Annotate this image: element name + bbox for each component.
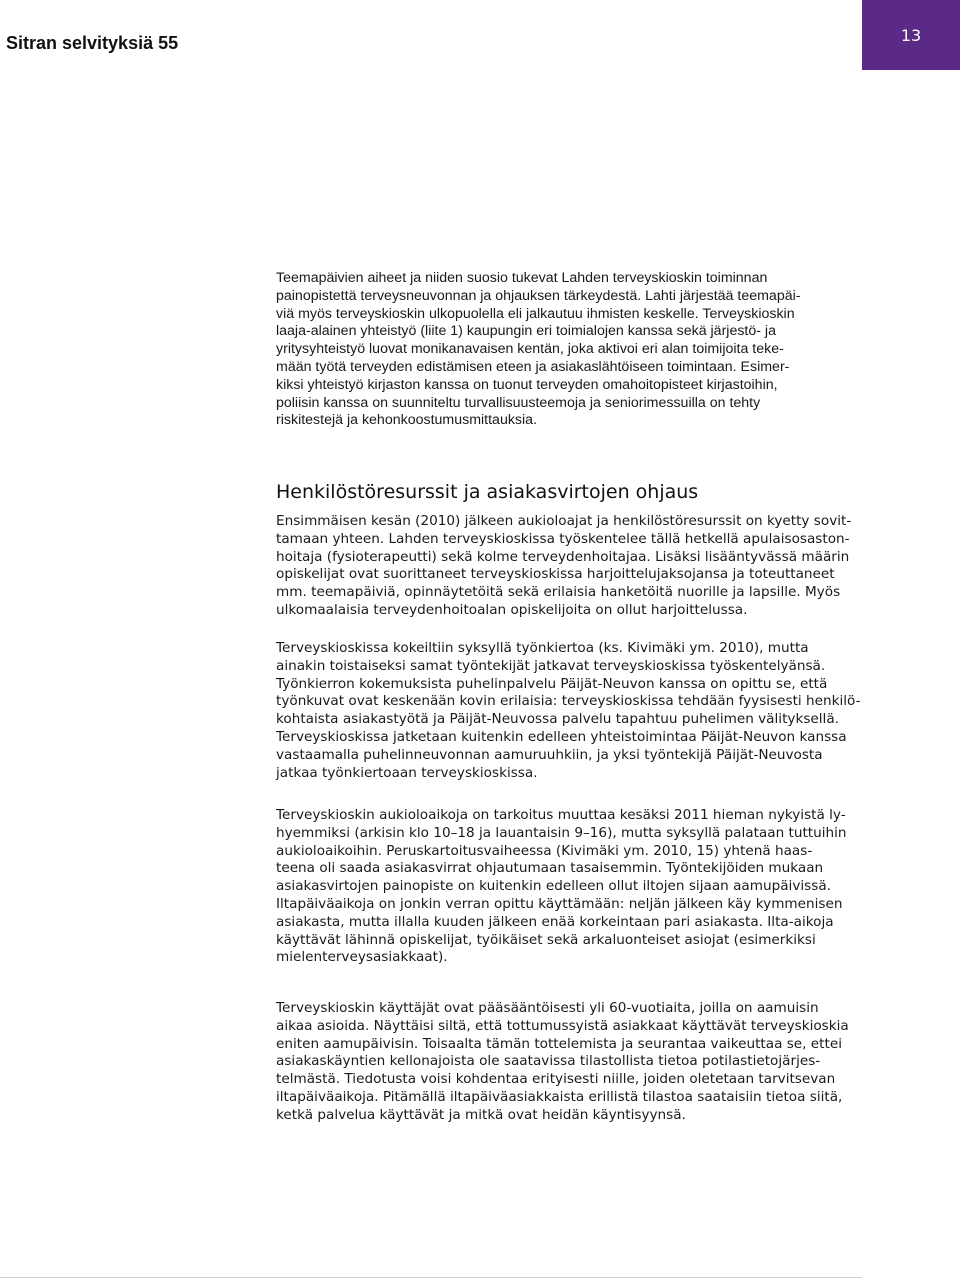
document-series-title: Sitran selvityksiä 55 bbox=[6, 33, 179, 53]
page-number: 13 bbox=[900, 25, 922, 45]
paragraph-henkilosto: Ensimmäisen kesän (2010) jälkeen aukioloajat ja henkilöstöresurssit on kyetty sovit- tamaan yhteen. Lahden terveyskioskissa työskentelee tällä hetkellä apulaisosaston- hoitaja (fysioterapeutti) sekä kolme terveydenhoitajaa. Lisäksi lisääntyvässä määrin opiskelijat ovat suorittaneet terveyskioskissa harjoittelujaksojansa ja toteuttaneet mm. teemapäiviä, opinnäytetöitä sekä erilaisia hanketöitä nuorille ja lapsille. Myös ulkomaalaisia terveydenhoitoalan opiskelijoita on ollut harjoittelussa. bbox=[276, 513, 852, 618]
page-number-tab bbox=[862, 0, 960, 70]
paragraph-tyonkierto: Terveyskioskissa kokeiltiin syksyllä työnkiertoa (ks. Kivimäki ym. 2010), mutta ainakin toistaiseksi samat työntekijät jatkavat terveyskioskissa työskentelyänsä. Työnkierron kokemuksista puhelinpalvelu Päijät-Neuvon kanssa on opittu se, että työnkuvat ovat keskenään kovin erilaisia: terveyskioskissa tehdään fyysisesti henkilö- kohtaista asiakastyötä ja Päijät-Neuvossa palvelu tapahtuu puhelimen välityksellä. Terveyskioskissa jatketaan kuitenkin edelleen yhteistoimintaa Päijät-Neuvon kanssa vastaamalla puhelinneuvonnan aamuruuhkiin, ja yksi työntekijä Päijät-Neuvosta jatkaa työnkiertoaan terveyskioskissa. bbox=[276, 640, 861, 781]
paragraph-aukioloajat: Terveyskioskin aukioloaikoja on tarkoitus muuttaa kesäksi 2011 hieman nykyistä ly- hyemmiksi (arkisin klo 10–18 ja lauantaisin 9–16), mutta syksyllä palataan tuttuihin aukioloaikoihin. Peruskartoitusvaiheessa (Kivimäki ym. 2010, 15) yhtenä haas- teena oli saada asiakasvirrat ohjautumaan tasaisemmin. Työntekijöiden mukaan asiakasvirtojen painopiste on kuitenkin edelleen ollut iltojen sijaan aamupäivissä. Iltapäiväaikoja on jonkin verran opittu käyttämään: neljän jälkeen käy kymmenisen asiakasta, mutta illalla kuuden jälkeen enää korkeintaan pari asiakasta. Ilta-aikoja käyttävät lähinnä opiskelijat, työikäiset sekä arkaluonteiset asiojat (esimerkiksi mielenterveysasiakkaat). bbox=[276, 807, 847, 966]
paragraph-kayttajat: Terveyskioskin käyttäjät ovat pääsääntöisesti yli 60-vuotiaita, joilla on aamuisin aikaa asioida. Näyttäisi siltä, että tottumussyistä asiakkaat käyttävät terveyskioskia eniten aamupäivisin. Toisaalta tämän tottelemista ja seurantaa vaikeuttaa se, ettei asiakaskäyntien kellonajoista ole saatavissa tilastollista tietoa potilastietojärjes- telmästä. Tiedotusta voisi kohdentaa erityisesti niille, joiden oletetaan tarvitsevan iltapäiväaikoja. Pitämällä iltapäiväasiakkaista erillistä tilastoa saataisiin tietoa siitä, ketkä palvelua käyttävät ja mitkä ovat heidän käyntisyynsä. bbox=[276, 1000, 849, 1123]
footer-divider bbox=[0, 1277, 862, 1278]
section-heading: Henkilöstöresurssit ja asiakasvirtojen ohjaus bbox=[276, 481, 699, 503]
paragraph-teemapaivat: Teemapäivien aiheet ja niiden suosio tukevat Lahden terveyskioskin toiminnan painopistettä terveysneuvonnan ja ohjauksen tärkeydestä. Lahti järjestää teemapäi- viä myös terveyskioskin ulkopuolella eli jalkautuu ihmisten keskelle. Terveyskioskin laaja-alainen yhteistyö (liite 1) kaupungin eri toimialojen kanssa sekä järjestö- ja yritysyhteistyö luovat monikanavaisen kentän, joka aktivoi eri alan toimijoita teke- mään työtä terveyden edistämisen eteen ja asiakaslähtöiseen toimintaan. Esimer- kiksi yhteistyö kirjaston kanssa on tuonut terveyden omahoitopisteet kirjastoihin, poliisin kanssa on suunniteltu turvallisuusteemoja ja seniorimessuilla on tehty riskitestejä ja kehonkoostumusmittauksia. bbox=[276, 270, 801, 429]
